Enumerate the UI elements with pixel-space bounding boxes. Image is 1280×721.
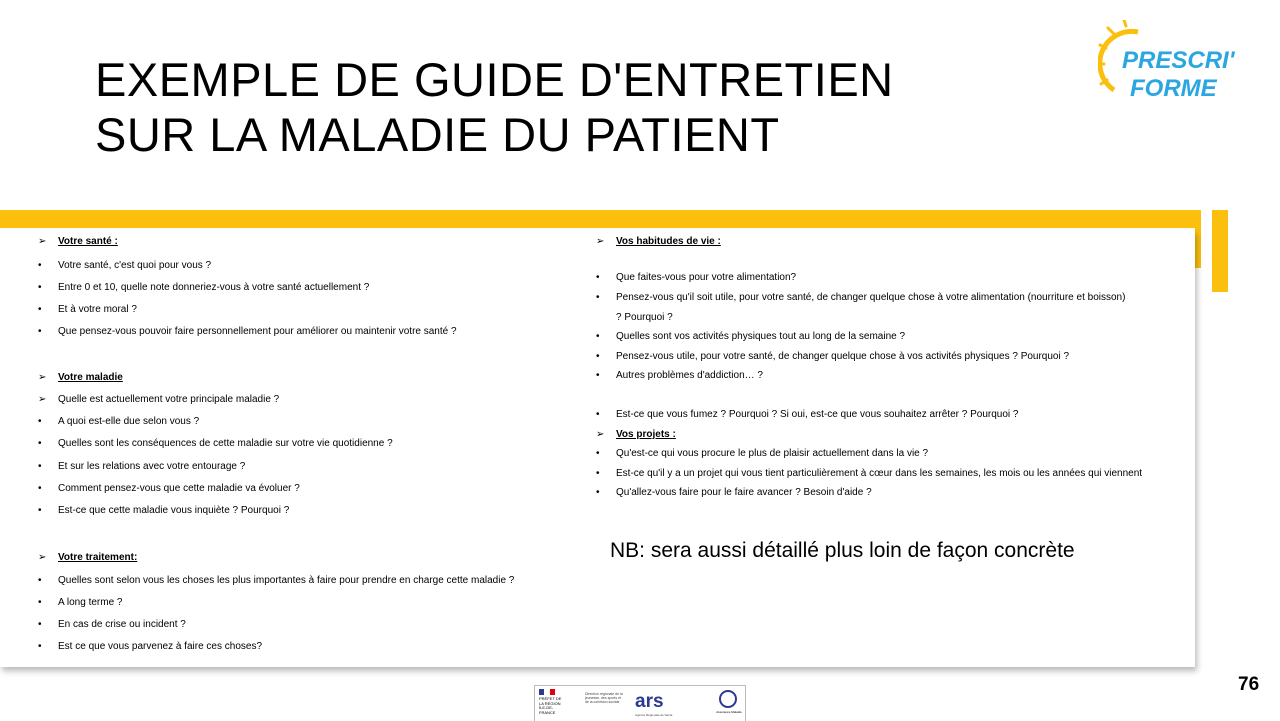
- bullet-icon: •: [38, 597, 42, 608]
- bullet-icon: •: [38, 575, 42, 586]
- bullet-icon: •: [596, 292, 600, 303]
- partner-logos: [534, 685, 746, 721]
- prefecture-text: PRÉFET DE LA RÉGION ÎLE-DE-FRANCE: [539, 696, 562, 715]
- bullet-icon: •: [38, 619, 42, 630]
- emblem-icon: [719, 690, 737, 708]
- arrow-bullet-icon: ➢: [596, 429, 605, 440]
- bullet-icon: •: [596, 272, 600, 283]
- section-heading-label: Votre traitement:: [58, 552, 138, 563]
- bullet-icon: •: [38, 260, 42, 271]
- arrow-bullet-icon: ➢: [38, 552, 47, 563]
- bullet-icon: •: [596, 487, 600, 498]
- bullet-icon: •: [38, 505, 42, 516]
- prefecture-logo: [539, 689, 563, 715]
- arrow-bullet-icon: ➢: [38, 372, 47, 383]
- title-line-1: EXEMPLE DE GUIDE D'ENTRETIEN: [95, 53, 894, 106]
- page-number: 76: [1238, 674, 1260, 695]
- accent-band-side: [1195, 210, 1201, 268]
- ars-subtitle: Agence Régionale de Santé: [635, 713, 673, 717]
- section-heading-label: Votre maladie: [58, 372, 123, 383]
- arrow-bullet-icon: ➢: [38, 236, 47, 247]
- logo-text-line-2: FORME: [1130, 75, 1217, 102]
- bullet-icon: •: [596, 468, 600, 479]
- title-line-2: SUR LA MALADIE DU PATIENT: [95, 108, 780, 161]
- bullet-icon: •: [38, 282, 42, 293]
- section-heading-label: Votre santé :: [58, 236, 118, 247]
- nb-note: NB: sera aussi détaillé plus loin de façon concrète: [610, 539, 1075, 562]
- page-title: [95, 52, 894, 162]
- bullet-icon: •: [596, 448, 600, 459]
- ars-logo: ars: [635, 691, 664, 712]
- bullet-icon: •: [38, 326, 42, 337]
- agency-text: Direction régionale de la jeunesse, des sports et de la cohésion sociale: [585, 692, 623, 704]
- bullet-icon: •: [38, 483, 42, 494]
- section-heading-label: Vos habitudes de vie :: [616, 236, 721, 247]
- bullet-icon: •: [596, 351, 600, 362]
- bullet-icon: •: [596, 331, 600, 342]
- bullet-icon: •: [38, 438, 42, 449]
- arrow-bullet-icon: ➢: [38, 394, 47, 405]
- bullet-icon: •: [38, 416, 42, 427]
- section-heading-label: Vos projets :: [616, 429, 676, 440]
- bullet-icon: •: [596, 370, 600, 381]
- bullet-icon: •: [38, 461, 42, 472]
- accent-band: [0, 210, 1200, 228]
- arrow-bullet-icon: ➢: [596, 236, 605, 247]
- emblem-text: Assurance Maladie: [716, 710, 742, 714]
- bullet-icon: •: [38, 304, 42, 315]
- bullet-icon: •: [38, 641, 42, 652]
- accent-band-side-2: [1212, 210, 1228, 292]
- bullet-icon: •: [596, 409, 600, 420]
- prescriforme-logo: [1098, 20, 1238, 112]
- flag-icon: [539, 689, 555, 695]
- logo-text-line-1: PRESCRI': [1122, 47, 1235, 74]
